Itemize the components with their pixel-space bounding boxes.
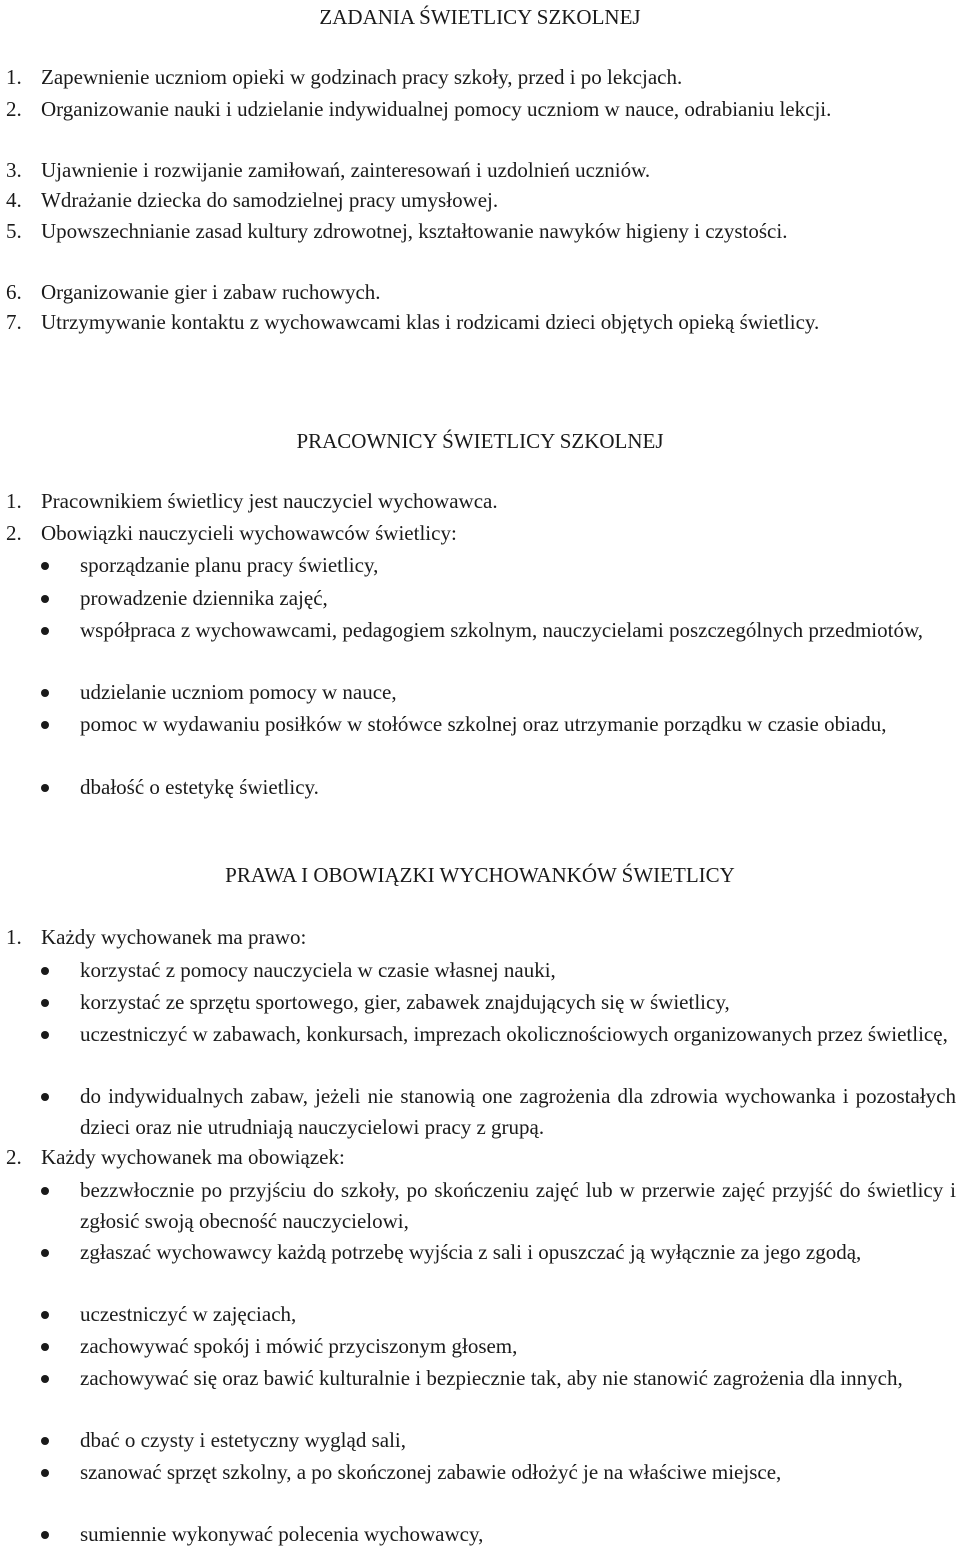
bullet-item [38, 615, 956, 646]
item-text: Upowszechnianie zasad kultury zdrowotnej, kształtowanie nawyków higieny i czystości. [41, 219, 788, 243]
item-text: Organizowanie gier i zabaw ruchowych. [41, 280, 381, 304]
bullet-text: dbać o czysty i estetyczny wygląd sali, [80, 1428, 406, 1452]
bullet-item [38, 987, 956, 1018]
item-text: Pracownikiem świetlicy jest nauczyciel wychowawca. [41, 489, 498, 513]
list-item [6, 486, 956, 517]
section-title-prawa-obowiazki: PRAWA I OBOWIĄZKI WYCHOWANKÓW ŚWIETLICY [225, 863, 735, 887]
bullet-item [38, 1019, 956, 1050]
section-title-pracownicy: PRACOWNICY ŚWIETLICY SZKOLNEJ [296, 429, 664, 453]
list-item [6, 155, 956, 186]
bullet-item [38, 1081, 956, 1143]
item-text: Ujawnienie i rozwijanie zamiłowań, zainteresowań i uzdolnień uczniów. [41, 158, 651, 182]
item-number: 7. [6, 310, 22, 334]
bullet-text: dbałość o estetykę świetlicy. [80, 775, 319, 799]
list-item [6, 518, 956, 549]
bullet-item [38, 550, 956, 581]
item-text: Wdrażanie dziecka do samodzielnej pracy umysłowej. [41, 188, 499, 212]
bullet-item [38, 1331, 956, 1362]
bullet-item [38, 955, 956, 986]
item-number: 2. [6, 521, 22, 545]
bullet-icon [38, 772, 80, 803]
list-item [6, 1142, 956, 1173]
item-number: 1. [6, 925, 22, 949]
list-item [6, 62, 956, 93]
list-item [6, 185, 956, 216]
item-number: 1. [6, 489, 22, 513]
item-number: 2. [6, 1145, 22, 1169]
bullet-item [38, 1299, 956, 1330]
bullet-icon [38, 1237, 80, 1268]
item-number: 6. [6, 280, 22, 304]
item-number: 2. [6, 97, 22, 121]
item-text: Każdy wychowanek ma prawo: [41, 925, 307, 949]
item-number: 5. [6, 219, 22, 243]
bullet-icon [38, 1457, 80, 1488]
list-item [6, 277, 956, 308]
bullet-icon [38, 1331, 80, 1362]
bullet-icon [38, 1519, 80, 1550]
bullet-icon [38, 1081, 80, 1143]
bullet-text: sumiennie wykonywać polecenia wychowawcy, [80, 1522, 484, 1546]
item-text: Obowiązki nauczycieli wychowawców świetlicy: [41, 521, 457, 545]
bullet-text: do indywidualnych zabaw, jeżeli nie stanowią one zagrożenia dla zdrowia wychowanka i pozostałych dzieci oraz nie utrudniają nauczycielowi pracy z grupą. [80, 1084, 956, 1139]
bullet-item [38, 709, 956, 740]
bullet-icon [38, 1363, 80, 1394]
item-number: 3. [6, 158, 22, 182]
list-item [6, 216, 956, 247]
list-item [6, 307, 956, 338]
bullet-text: szanować sprzęt szkolny, a po skończonej zabawie odłożyć je na właściwe miejsce, [80, 1460, 782, 1484]
bullet-text: zgłaszać wychowawcy każdą potrzebę wyjścia z sali i opuszczać ją wyłącznie za jego zgodą, [80, 1240, 862, 1264]
bullet-item [38, 583, 956, 614]
item-number: 4. [6, 188, 22, 212]
bullet-icon [38, 615, 80, 646]
item-text: Organizowanie nauki i udzielanie indywidualnej pomocy uczniom w nauce, odrabianiu lekcji. [41, 97, 832, 121]
bullet-text: korzystać ze sprzętu sportowego, gier, zabawek znajdujących się w świetlicy, [80, 990, 730, 1014]
bullet-text: zachowywać spokój i mówić przyciszonym głosem, [80, 1334, 518, 1358]
bullet-item [38, 772, 956, 803]
bullet-icon [38, 955, 80, 986]
bullet-icon [38, 1425, 80, 1456]
list-item [6, 94, 956, 125]
bullet-item [38, 1425, 956, 1456]
bullet-text: współpraca z wychowawcami, pedagogiem szkolnym, nauczycielami poszczególnych przedmiotów, [80, 618, 924, 642]
bullet-item [38, 1519, 956, 1550]
bullet-item [38, 1237, 956, 1268]
bullet-text: zachowywać się oraz bawić kulturalnie i bezpiecznie tak, aby nie stanowić zagrożenia dla innych, [80, 1366, 903, 1390]
bullet-item [38, 1175, 956, 1237]
bullet-icon [38, 987, 80, 1018]
bullet-item [38, 677, 956, 708]
bullet-icon [38, 677, 80, 708]
bullet-icon [38, 1299, 80, 1330]
bullet-text: uczestniczyć w zajęciach, [80, 1302, 297, 1326]
bullet-text: sporządzanie planu pracy świetlicy, [80, 553, 379, 577]
bullet-icon [38, 1019, 80, 1050]
section-title-zadania: ZADANIA ŚWIETLICY SZKOLNEJ [319, 5, 641, 29]
item-text: Utrzymywanie kontaktu z wychowawcami klas i rodzicami dzieci objętych opieką świetlicy. [41, 310, 820, 334]
bullet-text: prowadzenie dziennika zajęć, [80, 586, 328, 610]
bullet-text: pomoc w wydawaniu posiłków w stołówce szkolnej oraz utrzymanie porządku w czasie obiadu, [80, 712, 887, 736]
item-text: Każdy wychowanek ma obowiązek: [41, 1145, 345, 1169]
bullet-text: bezzwłocznie po przyjściu do szkoły, po skończeniu zajęć lub w przerwie zajęć przyjść do świetlicy i zgłosić swoją obecność nauczycielowi, [80, 1178, 956, 1233]
bullet-text: udzielanie uczniom pomocy w nauce, [80, 680, 397, 704]
bullet-icon [38, 709, 80, 740]
bullet-icon [38, 1175, 80, 1237]
item-text: Zapewnienie uczniom opieki w godzinach pracy szkoły, przed i po lekcjach. [41, 65, 683, 89]
bullet-item [38, 1457, 956, 1488]
bullet-icon [38, 550, 80, 581]
bullet-text: uczestniczyć w zabawach, konkursach, imprezach okolicznościowych organizowanych przez świetlicę, [80, 1022, 948, 1046]
list-item [6, 922, 956, 953]
bullet-icon [38, 583, 80, 614]
bullet-item [38, 1363, 956, 1394]
item-number: 1. [6, 65, 22, 89]
bullet-text: korzystać z pomocy nauczyciela w czasie własnej nauki, [80, 958, 556, 982]
